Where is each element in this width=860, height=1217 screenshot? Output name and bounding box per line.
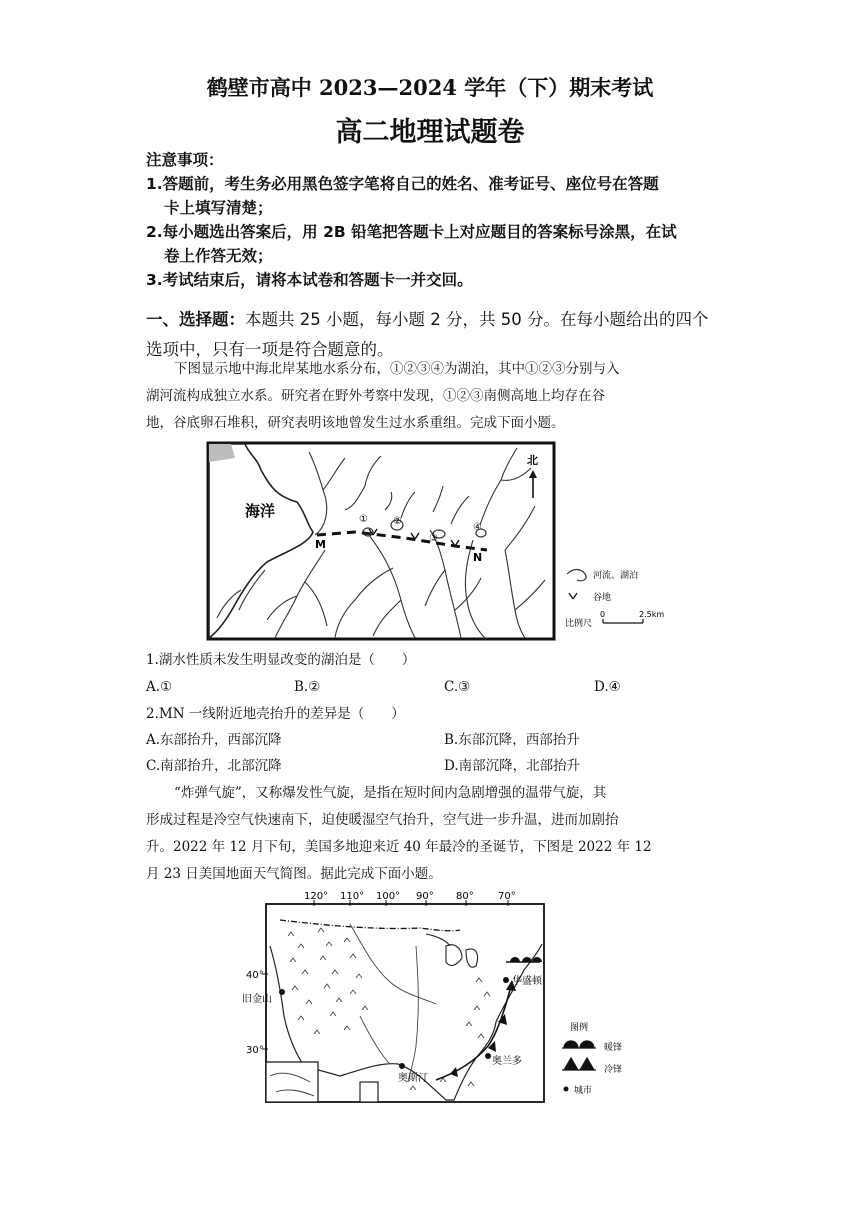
city-dot-dc [503, 977, 509, 983]
city-dot-austin [399, 1063, 405, 1069]
city-dc-label: 华盛顿 [512, 976, 542, 987]
passage-1-line-2: 湖河流构成独立水系。研究者在野外考察中发现，①②③南侧高地上均存在谷 [146, 388, 605, 404]
exam-subtitle: 高二地理试题卷 [335, 117, 525, 148]
q1-option-a: A.① [146, 679, 173, 695]
legend-cold-label: 冷锋 [604, 1065, 623, 1075]
notice-item-2: 2.每小题选出答案后，用 2B 铅笔把答题卡上对应题目的答案标号涂黑，在试 [146, 223, 677, 241]
legend-warm-label: 暖锋 [604, 1043, 623, 1053]
question-1-stem: 1.湖水性质未发生明显改变的湖泊是（ ） [146, 652, 416, 668]
notice-item-1-cont: 卡上填写清楚； [164, 199, 273, 217]
passage-2 [146, 780, 726, 888]
q1-option-c: C.③ [444, 679, 471, 695]
inset-hawaii [360, 1082, 378, 1102]
city-dot-sf [279, 989, 285, 995]
lon-label-80: 80° [456, 891, 474, 902]
passage-2-line-4: 月 23 日美国地面天气简图。据此完成下面小题。 [146, 866, 442, 882]
legend-valley-label: 谷地 [593, 593, 612, 603]
lon-label-120: 120° [304, 891, 329, 902]
passage-1-line-1: 下图显示地中海北岸某地水系分布，①②③④为湖泊，其中①②③分别与入 [174, 361, 620, 377]
city-sf-label: 旧金山 [242, 994, 272, 1005]
notice-item-3: 3.考试结束后，请将本试卷和答题卡一并交回。 [146, 271, 473, 289]
longitude-labels [304, 891, 516, 902]
legend-city-icon [564, 1087, 569, 1092]
q2-option-c: C.南部抬升，北部沉降 [146, 758, 282, 774]
legend-warm-front-icon [562, 1041, 596, 1048]
point-m: M [315, 538, 326, 551]
legend-river-icon [567, 570, 586, 581]
notice-item-1: 1.答题前，考生务必用黑色签字笔将自己的姓名、准考证号、座位号在答题 [146, 175, 659, 193]
passage-1-line-3: 地，谷底卵石堆积，研究表明该地曾发生过水系重组。完成下面小题。 [146, 415, 565, 431]
legend-scale-label: 比例尺 [565, 619, 593, 629]
legend-city-label: 城市 [574, 1086, 593, 1096]
legend-river-label: 河流、湖泊 [593, 571, 639, 581]
point-n: N [473, 551, 483, 564]
lake-label-2: ② [393, 516, 402, 527]
lat-label-30: 30° [246, 1045, 264, 1056]
q2-option-b: B.东部沉降，西部抬升 [444, 732, 580, 748]
scale-zero: 0 [600, 610, 606, 619]
passage-2-line-1: “炸弹气旋”，又称爆发性气旋，是指在短时间内急剧增强的温带气旋，其 [174, 785, 607, 801]
inset-alaska [266, 1062, 318, 1102]
map2-legend [562, 1021, 622, 1096]
q2-option-d: D.南部沉降，北部抬升 [444, 758, 581, 774]
lon-label-90: 90° [416, 891, 434, 902]
question-2-stem: 2.MN 一线附近地壳抬升的差异是（ ） [146, 706, 405, 722]
drainage-map [205, 440, 695, 645]
q1-option-b: B.② [294, 679, 321, 695]
map1-legend [565, 569, 664, 629]
ocean-label: 海洋 [245, 502, 276, 520]
section-heading: 一、选择题： [146, 310, 245, 329]
lake-label-1: ① [359, 514, 368, 525]
lake-label-3: ③ [429, 533, 438, 544]
q1-option-d: D.④ [594, 679, 621, 695]
scale-value: 2.5km [639, 610, 665, 619]
city-orlando-label: 奥兰多 [492, 1056, 522, 1067]
exam-title: 鹤壁市高中 2023—2024 学年（下）期末考试 [206, 75, 654, 100]
notice-block [146, 148, 746, 292]
lon-label-110: 110° [340, 891, 365, 902]
legend-cold-front-icon [562, 1058, 596, 1070]
city-austin-label: 奥斯汀 [398, 1073, 428, 1084]
section-text-1: 本题共 25 小题，每小题 2 分，共 50 分。在每小题给出的四个 [245, 310, 709, 329]
legend2-title: 图例 [570, 1023, 589, 1033]
lake-label-4: ④ [473, 522, 482, 533]
lon-label-100: 100° [376, 891, 401, 902]
legend-valley-icon [569, 593, 577, 599]
notice-heading: 注意事项： [146, 151, 224, 169]
us-weather-map [240, 886, 660, 1108]
city-dot-orlando [485, 1053, 491, 1059]
north-label: 北 [527, 454, 538, 467]
lat-label-40: 40° [246, 970, 264, 981]
section-text-2: 选项中，只有一项是符合题意的。 [146, 340, 394, 359]
passage-2-line-2: 形成过程是冷空气快速南下，迫使暖湿空气抬升，空气进一步升温，进而加剧抬 [146, 812, 619, 828]
passage-2-line-3: 升。2022 年 12 月下旬，美国多地迎来近 40 年最冷的圣诞节，下图是 2022 年 12 [146, 839, 652, 855]
q2-option-a: A.东部抬升，西部沉降 [146, 732, 282, 748]
passage-1 [146, 356, 726, 437]
notice-item-2-cont: 卷上作答无效； [164, 247, 273, 265]
lon-label-70: 70° [498, 891, 516, 902]
